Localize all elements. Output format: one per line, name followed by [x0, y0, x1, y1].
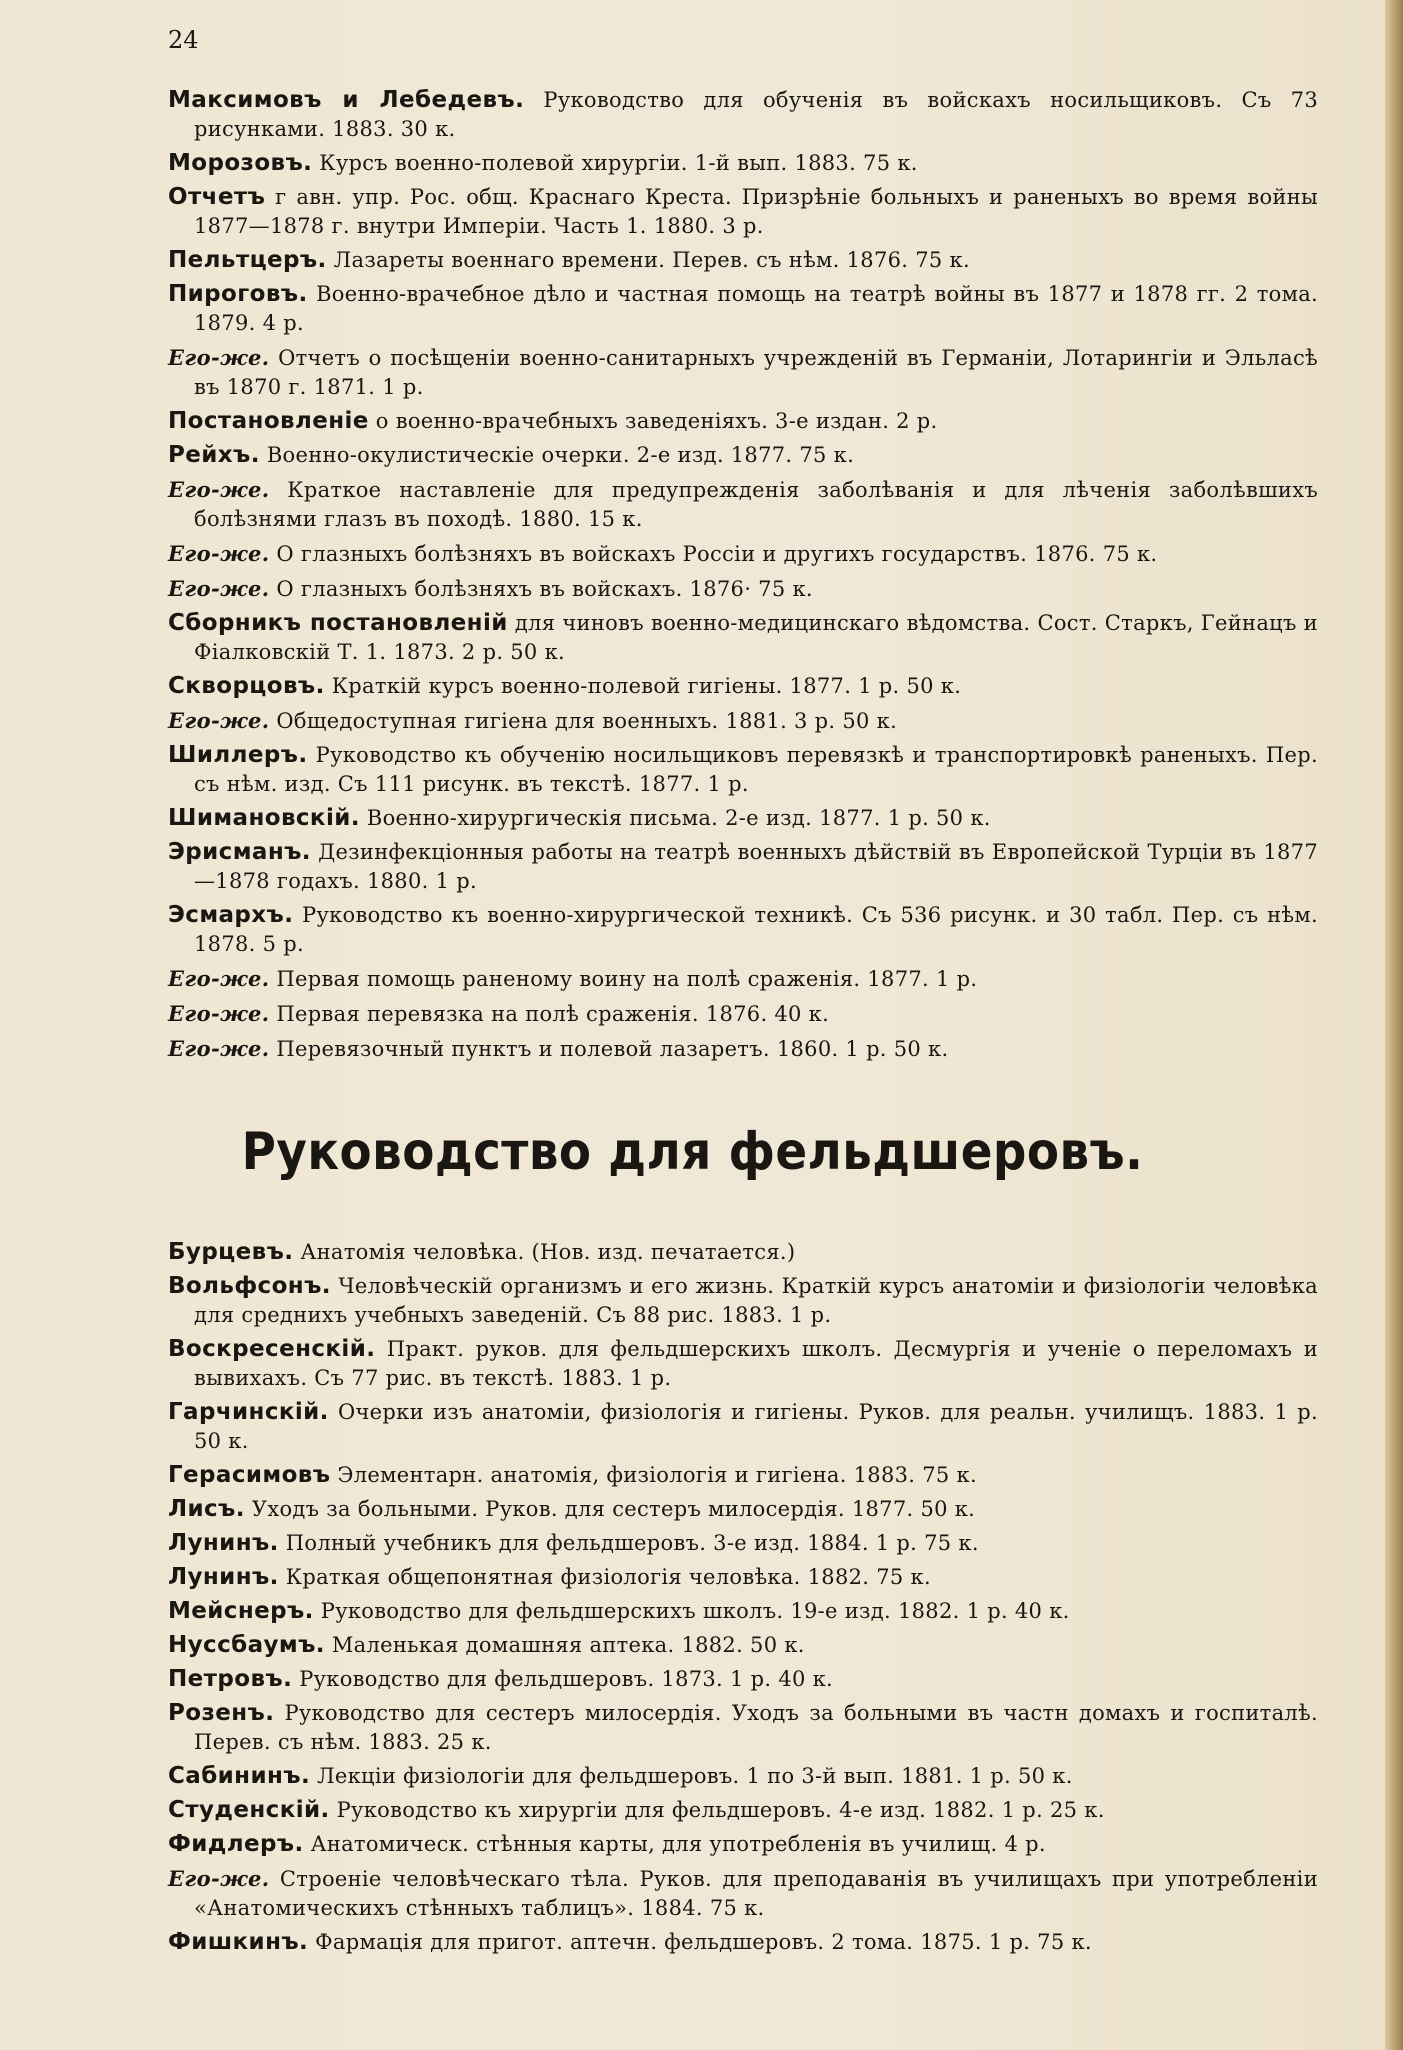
entry-author: Рейхъ.: [168, 442, 260, 468]
catalog-entry: [168, 741, 1318, 799]
entry-author: Сабининъ.: [168, 1763, 311, 1789]
page-number: 24: [168, 26, 199, 54]
catalog-entry: [168, 1631, 1318, 1660]
entry-description: Уходъ за больными. Руков. для сестеръ милосердія. 1877. 50 к.: [244, 1497, 976, 1521]
entry-description: Курсъ военно-полевой хирургіи. 1-й вып. 1883. 75 к.: [312, 151, 918, 175]
catalog-entry: [168, 1529, 1318, 1558]
catalog-entry: [168, 539, 1318, 569]
entry-description: Строеніе человѣческаго тѣла. Руков. для преподаванія въ училищахъ при употребленіи «Анатомическихъ стѣнныхъ таблицъ». 1884. 75 к.: [194, 1867, 1318, 1920]
entry-description: Отчетъ о посѣщеніи военно-санитарныхъ учрежденій въ Германіи, Лотарингіи и Эльласѣ въ 1870 г. 1871. 1 р.: [194, 346, 1318, 399]
entry-author: Воскресенскій.: [168, 1336, 376, 1362]
entry-author: Морозовъ.: [168, 150, 313, 176]
catalog-entry: [168, 706, 1318, 736]
entry-description: Руководство для обученія въ войскахъ носильщиковъ. Съ 73 рисунками. 1883. 30 к.: [194, 88, 1318, 141]
catalog-entry: [168, 1034, 1318, 1064]
catalog-entry: [168, 838, 1318, 896]
entry-description: Военно-врачебное дѣло и частная помощь на театрѣ войны въ 1877 и 1878 гг. 2 тома. 1879. 4 р.: [194, 282, 1318, 335]
catalog-entry: [168, 804, 1318, 833]
entry-author: Его-же.: [168, 966, 270, 991]
entry-author: Герасимовъ: [168, 1462, 331, 1488]
catalog-entry: [168, 1796, 1318, 1825]
entry-author: Нуссбаумъ.: [168, 1632, 325, 1658]
entry-author: Гарчинскій.: [168, 1399, 329, 1425]
catalog-entry: [168, 1335, 1318, 1393]
entry-description: Анатомическ. стѣнныя карты, для употребленія въ училищ. 4 р.: [303, 1832, 1046, 1856]
entry-author: Его-же.: [168, 1001, 270, 1026]
entry-description: Анатомія человѣка. (Нов. изд. печатается.): [293, 1240, 796, 1264]
entry-description: Общедоступная гигіена для военныхъ. 1881. 3 р. 50 к.: [269, 709, 898, 733]
entry-description: для чиновъ военно-медицинскаго вѣдомства. Сост. Старкъ, Гейнацъ и Фіалковскій Т. 1. 1873. 2 р. 50 к.: [194, 611, 1318, 664]
entry-description: Человѣческій организмъ и его жизнь. Краткій курсъ анатоміи и физіологіи человѣка для среднихъ учебныхъ заведеній. Съ 88 рис. 1883. 1 р.: [194, 1274, 1318, 1327]
entry-description: Военно-окулистическіе очерки. 2-е изд. 1877. 75 к.: [259, 443, 855, 467]
catalog-entry: [168, 609, 1318, 667]
entry-author: Его-же.: [168, 1866, 270, 1891]
catalog-entry: [168, 475, 1318, 534]
entry-description: Руководство къ обученію носильщиковъ перевязкѣ и транспортировкѣ раненыхъ. Пер. съ нѣм. изд. Съ 111 рисунк. въ текстѣ. 1877. 1 р.: [194, 743, 1318, 796]
entry-description: Очерки изъ анатоміи, физіологія и гигіены. Руков. для реальн. училищъ. 1883. 1 р. 50 к.: [194, 1400, 1318, 1453]
entry-author: Лунинъ.: [168, 1530, 279, 1556]
entry-author: Розенъ.: [168, 1700, 275, 1726]
catalog-entry: [168, 1830, 1318, 1859]
entry-author: Отчетъ: [168, 184, 266, 210]
entry-description: Руководство къ хирургіи для фельдшеровъ. 4-е изд. 1882. 1 р. 25 к.: [329, 1798, 1105, 1822]
entry-author: Студенскій.: [168, 1797, 330, 1823]
entry-author: Его-же.: [168, 708, 270, 733]
entry-author: Пироговъ.: [168, 281, 308, 307]
entry-description: Первая перевязка на полѣ сраженія. 1876. 40 к.: [269, 1002, 830, 1026]
catalog-entry: [168, 1597, 1318, 1626]
entry-description: Краткое наставленіе для предупрежденія заболѣванія и для лѣченія заболѣвшихъ болѣзнями глазъ въ походѣ. 1880. 15 к.: [194, 478, 1318, 531]
catalog-entry: [168, 999, 1318, 1029]
catalog-entry: [168, 441, 1318, 470]
entry-description: о военно-врачебныхъ заведеніяхъ. 3-е издан. 2 р.: [368, 409, 938, 433]
entry-description: Фармація для пригот. аптечн. фельдшеровъ. 2 тома. 1875. 1 р. 75 к.: [308, 1930, 1092, 1954]
entry-author: Скворцовъ.: [168, 673, 325, 699]
catalog-entry: [168, 1398, 1318, 1456]
entry-author: Его-же.: [168, 477, 270, 502]
entry-description: О глазныхъ болѣзняхъ въ войскахъ. 1876· 75 к.: [269, 577, 813, 601]
entry-author: Шимановскій.: [168, 805, 360, 831]
catalog-entry: [168, 1563, 1318, 1592]
entry-author: Сборникъ постановленій: [168, 610, 508, 636]
entry-author: Мейснеръ.: [168, 1598, 314, 1624]
entry-author: Лунинъ.: [168, 1564, 279, 1590]
entry-author: Фидлеръ.: [168, 1831, 304, 1857]
catalog-entry: [168, 1762, 1318, 1791]
section-heading: Руководство для фельдшеровъ.: [241, 1122, 1144, 1182]
entry-description: Маленькая домашняя аптека. 1882. 50 к.: [324, 1633, 805, 1657]
entry-description: О глазныхъ болѣзняхъ въ войскахъ Россіи и другихъ государствъ. 1876. 75 к.: [269, 542, 1158, 566]
entry-author: Фишкинъ.: [168, 1929, 309, 1955]
entry-description: Руководство къ военно-хирургической техникѣ. Съ 536 рисунк. и 30 табл. Пер. съ нѣм. 1878. 5 р.: [194, 903, 1318, 956]
entry-description: Первая помощь раненому воину на полѣ сраженія. 1877. 1 р.: [269, 967, 978, 991]
catalog-entry: [168, 407, 1318, 436]
entry-author: Лисъ.: [168, 1496, 245, 1522]
catalog-entry: [168, 246, 1318, 275]
entry-author: Шиллеръ.: [168, 742, 308, 768]
entry-description: Руководство для фельдшеровъ. 1873. 1 р. 40 к.: [292, 1667, 834, 1691]
entry-author: Его-же.: [168, 541, 270, 566]
catalog-entry: [168, 964, 1318, 994]
entry-author: Его-же.: [168, 1036, 270, 1061]
entry-author: Его-же.: [168, 576, 270, 601]
entry-description: г авн. упр. Рос. общ. Краснаго Креста. Призрѣніе больныхъ и раненыхъ во время войны 1877—1878 г. внутри Имперіи. Часть 1. 1880. 3 р.: [194, 185, 1318, 238]
entry-author: Петровъ.: [168, 1666, 293, 1692]
catalog-entry: [168, 183, 1318, 241]
entry-description: Руководство для фельдшерскихъ школъ. 19-е изд. 1882. 1 р. 40 к.: [313, 1599, 1070, 1623]
entry-description: Военно-хирургическія письма. 2-е изд. 1877. 1 р. 50 к.: [359, 806, 991, 830]
catalog-list-feldsher-manuals: [168, 1238, 1318, 1962]
catalog-entry: [168, 672, 1318, 701]
entry-description: Краткая общепонятная физіологія человѣка. 1882. 75 к.: [278, 1565, 931, 1589]
entry-description: Перевязочный пунктъ и полевой лазаретъ. 1860. 1 р. 50 к.: [269, 1037, 949, 1061]
catalog-entry: [168, 1864, 1318, 1923]
entry-description: Дезинфекціонныя работы на театрѣ военныхъ дѣйствій въ Европейской Турціи въ 1877—1878 годахъ. 1880. 1 р.: [194, 840, 1318, 893]
catalog-entry: [168, 1928, 1318, 1957]
catalog-entry: [168, 1272, 1318, 1330]
entry-author: Максимовъ и Лебедевъ.: [168, 87, 525, 113]
catalog-entry: [168, 280, 1318, 338]
entry-author: Пельтцеръ.: [168, 247, 327, 273]
book-spine-edge: [1385, 0, 1403, 2050]
catalog-entry: [168, 1665, 1318, 1694]
catalog-entry: [168, 574, 1318, 604]
catalog-entry: [168, 1699, 1318, 1757]
catalog-entry: [168, 1461, 1318, 1490]
entry-author: Его-же.: [168, 345, 270, 370]
catalog-entry: [168, 1495, 1318, 1524]
entry-author: Эсмархъ.: [168, 902, 294, 928]
catalog-entry: [168, 1238, 1318, 1267]
entry-description: Краткій курсъ военно-полевой гигіены. 1877. 1 р. 50 к.: [324, 674, 962, 698]
catalog-list-military-medicine: [168, 86, 1318, 1069]
entry-author: Бурцевъ.: [168, 1239, 294, 1265]
entry-description: Лазареты военнаго времени. Перев. съ нѣм. 1876. 75 к.: [326, 248, 970, 272]
entry-author: Эрисманъ.: [168, 839, 311, 865]
catalog-entry: [168, 901, 1318, 959]
catalog-entry: [168, 86, 1318, 144]
entry-author: Вольфсонъ.: [168, 1273, 331, 1299]
entry-description: Руководство для сестеръ милосердія. Уходъ за больными въ частн домахъ и госпиталѣ. Перев. съ нѣм. 1883. 25 к.: [194, 1701, 1318, 1754]
entry-description: Полный учебникъ для фельдшеровъ. 3-е изд. 1884. 1 р. 75 к.: [278, 1531, 979, 1555]
entry-description: Лекціи физіологіи для фельдшеровъ. 1 по 3-й вып. 1881. 1 р. 50 к.: [310, 1764, 1073, 1788]
entry-description: Элементарн. анатомія, физіологія и гигіена. 1883. 75 к.: [330, 1463, 977, 1487]
entry-author: Постановленіе: [168, 408, 369, 434]
catalog-entry: [168, 343, 1318, 402]
entry-description: Практ. руков. для фельдшерскихъ школъ. Десмургія и ученіе о переломахъ и вывихахъ. Съ 77 рис. въ текстѣ. 1883. 1 р.: [194, 1337, 1318, 1390]
catalog-entry: [168, 149, 1318, 178]
